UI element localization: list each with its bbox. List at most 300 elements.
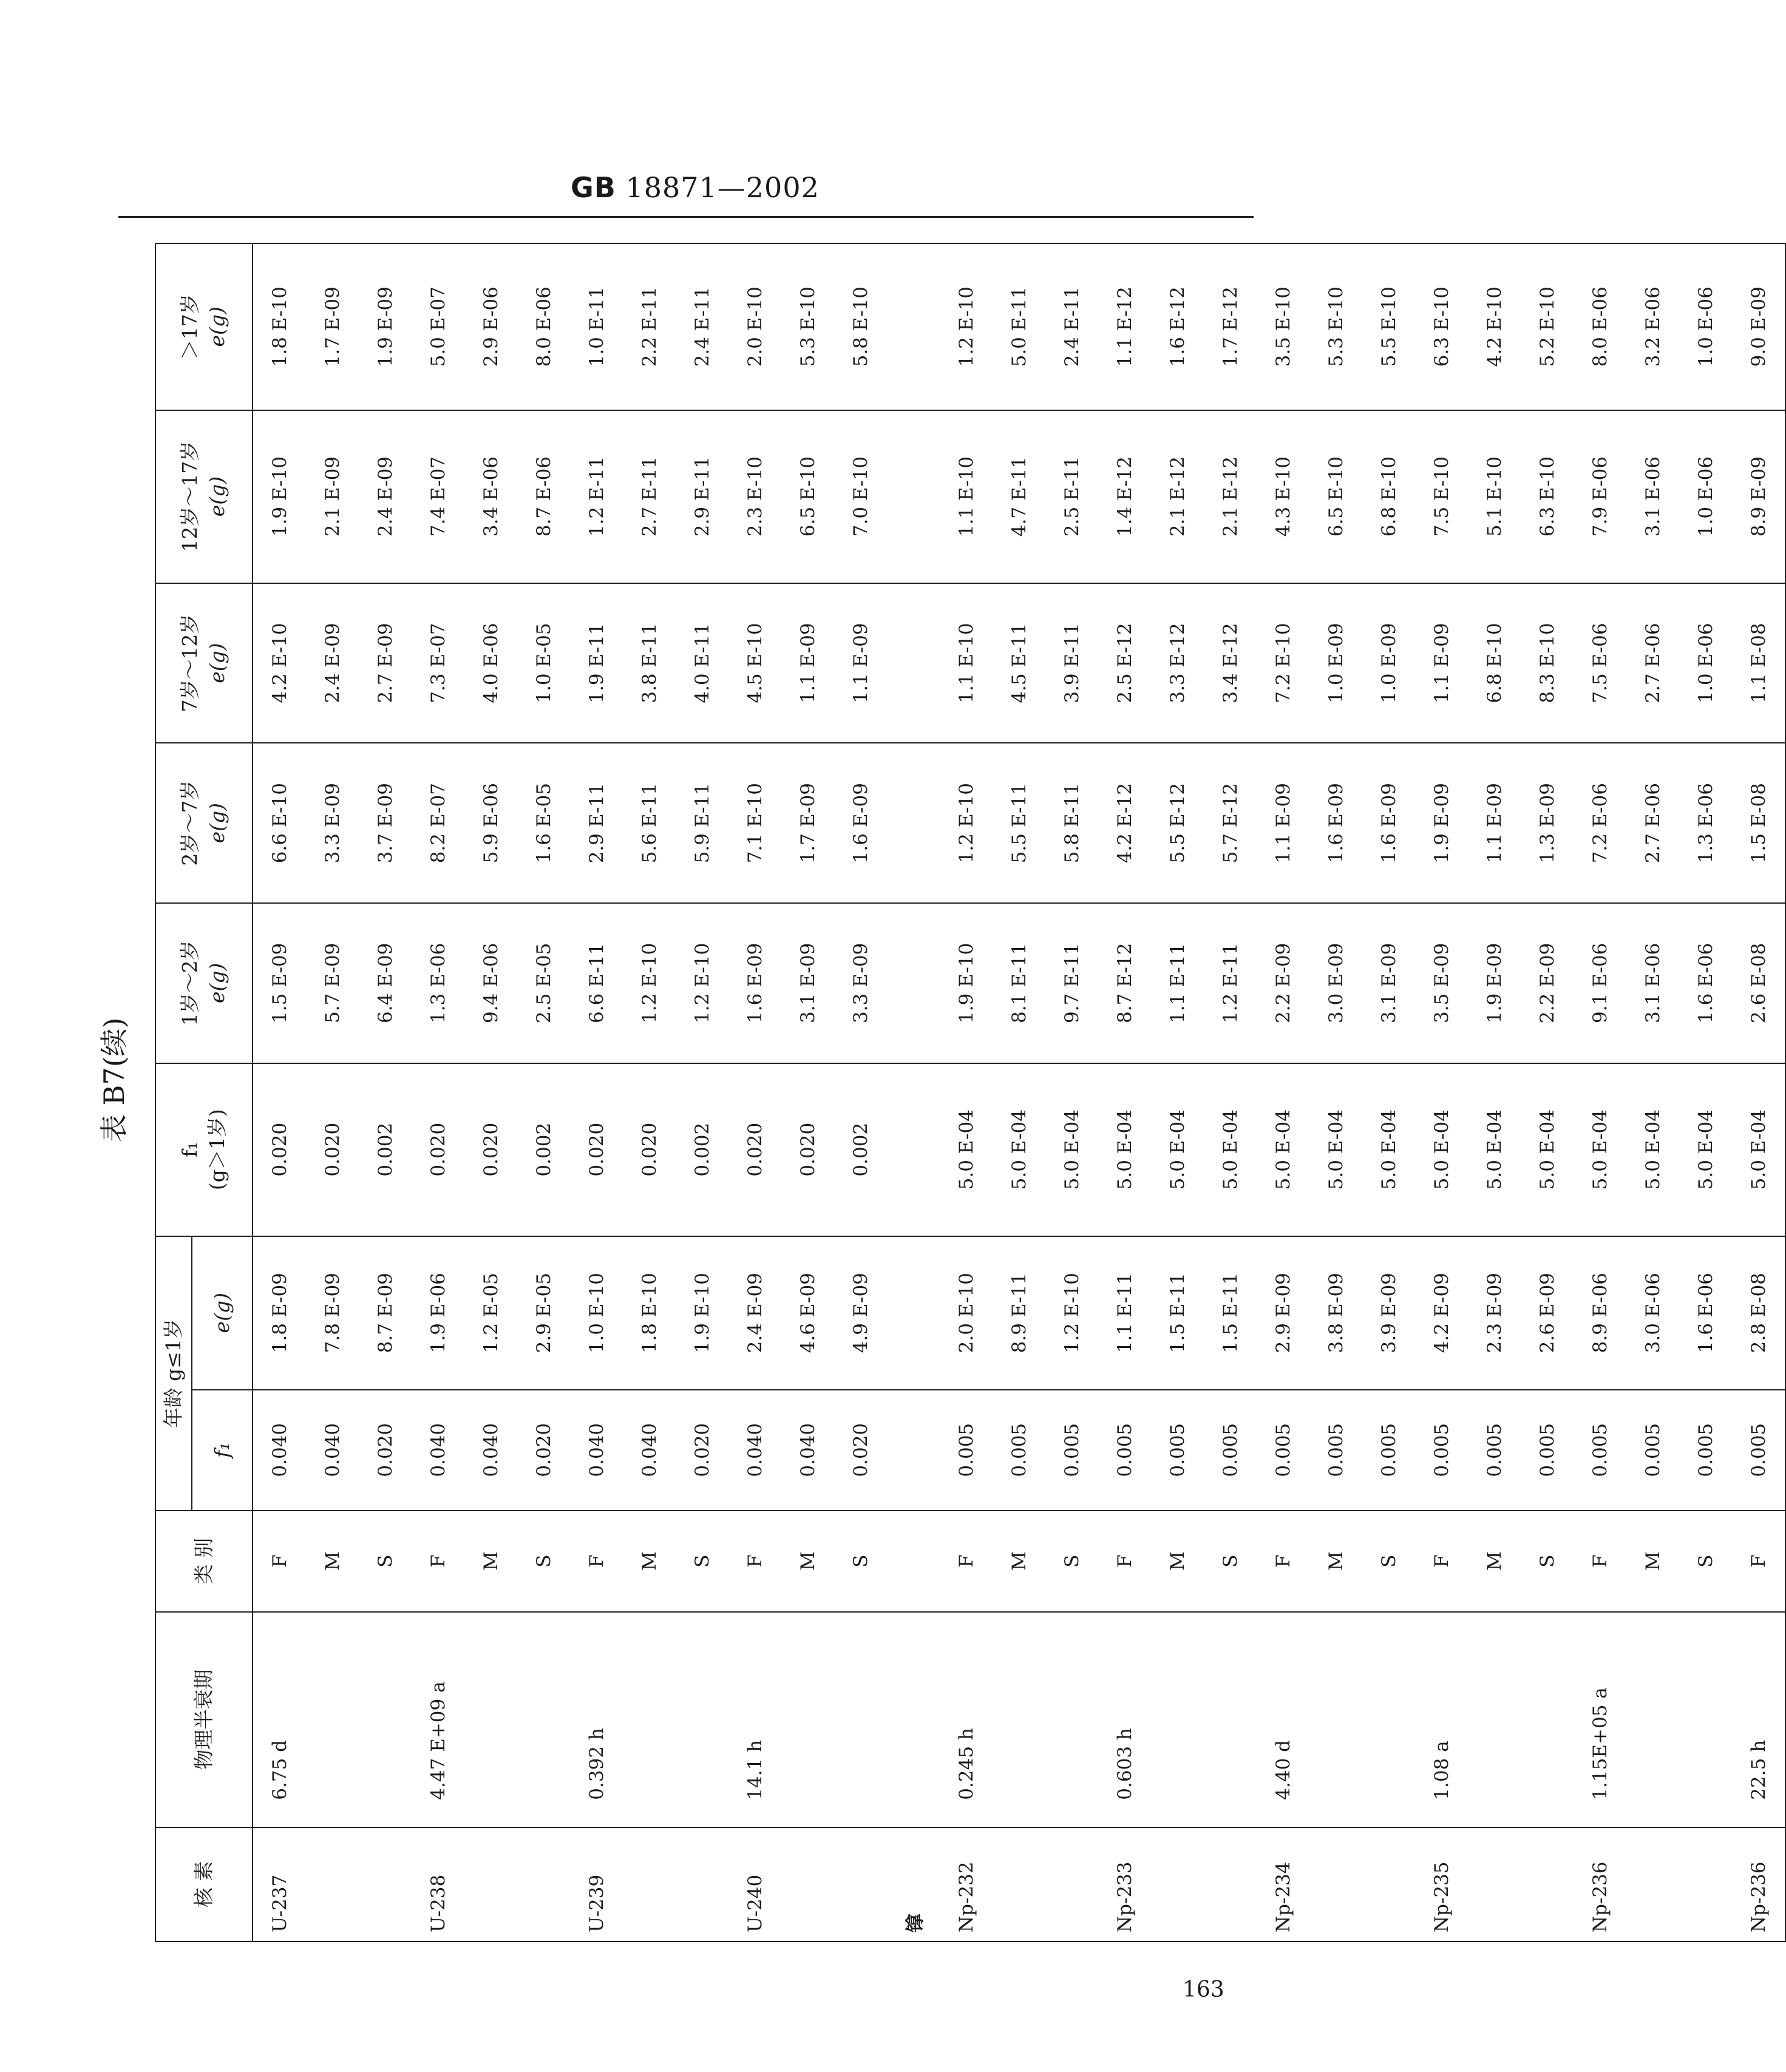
cell-f1-older: 0.002 <box>359 1063 412 1236</box>
table-row <box>940 243 993 1942</box>
cell-age-1-2: 1.9 E-09 <box>1468 903 1521 1063</box>
cell-age-12-17: 1.0 E-06 <box>1679 410 1732 583</box>
cell-age-gt17: 1.7 E-09 <box>306 243 359 410</box>
cell-eg-infant: 2.8 E-08 <box>1732 1236 1785 1390</box>
cell-age-2-7: 1.3 E-09 <box>1521 743 1574 903</box>
col-age-gt17-eg: e(g) <box>205 306 229 347</box>
cell-age-7-12: 4.0 E-06 <box>464 583 517 743</box>
cell-eg-infant: 1.0 E-10 <box>570 1236 623 1390</box>
cell-age-7-12: 2.5 E-12 <box>1098 583 1151 743</box>
cell-age-2-7: 7.2 E-06 <box>1574 743 1626 903</box>
cell-age-1-2: 3.3 E-09 <box>834 903 887 1063</box>
cell-age-7-12: 2.4 E-09 <box>306 583 359 743</box>
cell-age-2-7: 5.9 E-11 <box>676 743 728 903</box>
cell-empty <box>887 1236 940 1390</box>
cell-age-2-7: 3.3 E-09 <box>306 743 359 903</box>
cell-age-7-12: 4.0 E-11 <box>676 583 728 743</box>
cell-age-1-2: 8.1 E-11 <box>993 903 1045 1063</box>
table-row <box>1521 243 1574 1942</box>
cell-age-7-12: 3.9 E-11 <box>1045 583 1098 743</box>
table-row <box>1626 243 1679 1942</box>
table-row <box>1574 243 1626 1942</box>
cell-f1-older: 0.020 <box>464 1063 517 1236</box>
cell-age-2-7: 1.7 E-09 <box>781 743 834 903</box>
cell-class: M <box>781 1511 834 1612</box>
cell-class: F <box>253 1511 306 1612</box>
cell-nuclide <box>1626 1827 1679 1942</box>
cell-f1-older: 0.020 <box>728 1063 781 1236</box>
cell-age-gt17: 5.3 E-10 <box>1309 243 1362 410</box>
cell-class: F <box>1098 1511 1151 1612</box>
cell-class: F <box>570 1511 623 1612</box>
cell-class: S <box>359 1511 412 1612</box>
cell-class: M <box>306 1511 359 1612</box>
header-rule <box>118 216 1254 218</box>
cell-age-1-2: 6.6 E-11 <box>570 903 623 1063</box>
cell-f1-infant: 0.020 <box>359 1390 412 1511</box>
cell-f1-older: 5.0 E-04 <box>940 1063 993 1236</box>
cell-half-life <box>517 1612 570 1827</box>
cell-class: M <box>1626 1511 1679 1612</box>
cell-f1-older: 5.0 E-04 <box>1098 1063 1151 1236</box>
cell-nuclide: Np-232 <box>940 1827 993 1942</box>
cell-f1-older: 0.002 <box>676 1063 728 1236</box>
cell-age-12-17: 6.3 E-10 <box>1521 410 1574 583</box>
cell-half-life <box>359 1612 412 1827</box>
cell-eg-infant: 1.2 E-05 <box>464 1236 517 1390</box>
cell-f1-infant: 0.005 <box>993 1390 1045 1511</box>
table-row <box>306 243 359 1942</box>
cell-age-7-12: 8.3 E-10 <box>1521 583 1574 743</box>
cell-f1-infant: 0.020 <box>676 1390 728 1511</box>
cell-f1-older: 5.0 E-04 <box>1679 1063 1732 1236</box>
cell-element: 镎 <box>887 1827 940 1942</box>
col-age-12-17 <box>155 410 253 583</box>
cell-class: F <box>728 1511 781 1612</box>
table-row <box>570 243 623 1942</box>
cell-nuclide <box>306 1827 359 1942</box>
cell-nuclide: U-238 <box>412 1827 464 1942</box>
cell-empty <box>887 1511 940 1612</box>
cell-age-2-7: 2.7 E-06 <box>1626 743 1679 903</box>
col-infant-group: 年龄 g≤1岁 <box>155 1236 192 1511</box>
cell-eg-infant: 4.9 E-09 <box>834 1236 887 1390</box>
cell-half-life: 22.5 h <box>1732 1612 1785 1827</box>
cell-age-12-17: 6.5 E-10 <box>781 410 834 583</box>
cell-class: S <box>676 1511 728 1612</box>
cell-age-7-12: 2.7 E-06 <box>1626 583 1679 743</box>
cell-age-gt17: 1.0 E-11 <box>570 243 623 410</box>
standard-prefix: GB <box>571 171 616 204</box>
cell-half-life: 4.47 E+09 a <box>412 1612 464 1827</box>
cell-age-2-7: 1.3 E-06 <box>1679 743 1732 903</box>
col-age-2-7-eg: e(g) <box>205 802 229 844</box>
cell-f1-infant: 0.040 <box>623 1390 676 1511</box>
cell-nuclide <box>1151 1827 1204 1942</box>
cell-age-gt17: 2.0 E-10 <box>728 243 781 410</box>
cell-age-1-2: 2.2 E-09 <box>1521 903 1574 1063</box>
cell-nuclide <box>623 1827 676 1942</box>
cell-class: F <box>1732 1511 1785 1612</box>
col-age-2-7 <box>155 743 253 903</box>
cell-age-7-12: 7.5 E-06 <box>1574 583 1626 743</box>
cell-age-12-17: 2.5 E-11 <box>1045 410 1098 583</box>
cell-eg-infant: 1.6 E-06 <box>1679 1236 1732 1390</box>
table-row <box>1309 243 1362 1942</box>
cell-age-gt17: 2.9 E-06 <box>464 243 517 410</box>
cell-f1-infant: 0.005 <box>1468 1390 1521 1511</box>
cell-f1-infant: 0.020 <box>834 1390 887 1511</box>
table-row <box>834 243 887 1942</box>
cell-class: M <box>993 1511 1045 1612</box>
cell-age-gt17: 2.4 E-11 <box>1045 243 1098 410</box>
cell-age-1-2: 1.3 E-06 <box>412 903 464 1063</box>
cell-f1-infant: 0.005 <box>1732 1390 1785 1511</box>
cell-half-life: 14.1 h <box>728 1612 781 1827</box>
cell-age-7-12: 7.3 E-07 <box>412 583 464 743</box>
cell-age-1-2: 1.1 E-11 <box>1151 903 1204 1063</box>
cell-nuclide <box>1204 1827 1257 1942</box>
cell-age-12-17: 1.4 E-12 <box>1098 410 1151 583</box>
table-row <box>1468 243 1521 1942</box>
cell-half-life: 0.392 h <box>570 1612 623 1827</box>
cell-age-12-17: 2.3 E-10 <box>728 410 781 583</box>
cell-age-1-2: 1.2 E-11 <box>1204 903 1257 1063</box>
cell-eg-infant: 1.5 E-11 <box>1151 1236 1204 1390</box>
col-age-1-2-eg: e(g) <box>205 963 229 1003</box>
cell-f1-infant: 0.005 <box>1626 1390 1679 1511</box>
cell-eg-infant: 2.6 E-09 <box>1521 1236 1574 1390</box>
cell-age-1-2: 2.6 E-08 <box>1732 903 1785 1063</box>
cell-age-7-12: 1.0 E-09 <box>1309 583 1362 743</box>
cell-age-7-12: 1.1 E-09 <box>834 583 887 743</box>
cell-age-gt17: 5.8 E-10 <box>834 243 887 410</box>
cell-eg-infant: 1.8 E-10 <box>623 1236 676 1390</box>
cell-half-life <box>623 1612 676 1827</box>
col-age-7-12-eg: e(g) <box>205 643 229 683</box>
cell-age-1-2: 9.7 E-11 <box>1045 903 1098 1063</box>
cell-age-gt17: 1.6 E-12 <box>1151 243 1204 410</box>
col-age-7-12-label: 7岁～12岁 <box>178 614 202 713</box>
cell-f1-infant: 0.005 <box>1574 1390 1626 1511</box>
cell-half-life <box>1521 1612 1574 1827</box>
cell-half-life <box>1626 1612 1679 1827</box>
cell-f1-infant: 0.040 <box>412 1390 464 1511</box>
cell-class: F <box>412 1511 464 1612</box>
cell-age-2-7: 5.5 E-12 <box>1151 743 1204 903</box>
cell-age-2-7: 1.6 E-09 <box>834 743 887 903</box>
table-row <box>1204 243 1257 1942</box>
table-body <box>253 243 1785 1942</box>
cell-f1-infant: 0.005 <box>1045 1390 1098 1511</box>
cell-age-gt17: 1.7 E-12 <box>1204 243 1257 410</box>
col-age-12-17-eg: e(g) <box>205 476 229 517</box>
cell-f1-infant: 0.005 <box>1309 1390 1362 1511</box>
cell-class: M <box>1151 1511 1204 1612</box>
cell-f1-infant: 0.040 <box>570 1390 623 1511</box>
cell-half-life: 0.245 h <box>940 1612 993 1827</box>
cell-nuclide: Np-234 <box>1257 1827 1309 1942</box>
cell-age-12-17: 7.5 E-10 <box>1415 410 1468 583</box>
col-age-1-2 <box>155 903 253 1063</box>
cell-age-12-17: 4.3 E-10 <box>1257 410 1309 583</box>
cell-age-2-7: 1.5 E-08 <box>1732 743 1785 903</box>
cell-age-7-12: 1.0 E-06 <box>1679 583 1732 743</box>
cell-age-gt17: 1.2 E-10 <box>940 243 993 410</box>
cell-f1-infant: 0.005 <box>1521 1390 1574 1511</box>
cell-eg-infant: 4.6 E-09 <box>781 1236 834 1390</box>
col-half-life: 物理半衰期 <box>155 1612 253 1827</box>
table-row <box>253 243 306 1942</box>
cell-age-2-7: 1.6 E-09 <box>1362 743 1415 903</box>
cell-empty <box>887 410 940 583</box>
table-row <box>781 243 834 1942</box>
cell-nuclide <box>517 1827 570 1942</box>
cell-age-12-17: 5.1 E-10 <box>1468 410 1521 583</box>
cell-f1-older: 5.0 E-04 <box>1521 1063 1574 1236</box>
cell-empty <box>887 1390 940 1511</box>
cell-eg-infant: 2.9 E-09 <box>1257 1236 1309 1390</box>
cell-nuclide: Np-236 <box>1574 1827 1626 1942</box>
cell-f1-older: 5.0 E-04 <box>1626 1063 1679 1236</box>
cell-half-life <box>464 1612 517 1827</box>
cell-age-7-12: 3.8 E-11 <box>623 583 676 743</box>
cell-age-gt17: 9.0 E-09 <box>1732 243 1785 410</box>
cell-age-2-7: 1.2 E-10 <box>940 743 993 903</box>
cell-age-7-12: 1.1 E-08 <box>1732 583 1785 743</box>
cell-age-1-2: 3.1 E-06 <box>1626 903 1679 1063</box>
cell-half-life <box>1679 1612 1732 1827</box>
cell-age-12-17: 4.7 E-11 <box>993 410 1045 583</box>
cell-f1-older: 5.0 E-04 <box>1362 1063 1415 1236</box>
cell-half-life <box>1468 1612 1521 1827</box>
table-row <box>1415 243 1468 1942</box>
cell-age-1-2: 3.1 E-09 <box>781 903 834 1063</box>
cell-eg-infant: 2.4 E-09 <box>728 1236 781 1390</box>
cell-eg-infant: 3.0 E-06 <box>1626 1236 1679 1390</box>
cell-class: M <box>1468 1511 1521 1612</box>
cell-age-2-7: 1.9 E-09 <box>1415 743 1468 903</box>
cell-class: F <box>940 1511 993 1612</box>
cell-nuclide <box>993 1827 1045 1942</box>
cell-age-2-7: 5.9 E-06 <box>464 743 517 903</box>
table-row <box>887 243 940 1942</box>
cell-f1-infant: 0.005 <box>1362 1390 1415 1511</box>
document-header <box>571 171 820 204</box>
cell-empty <box>887 1063 940 1236</box>
cell-age-1-2: 3.0 E-09 <box>1309 903 1362 1063</box>
table-row <box>1362 243 1415 1942</box>
cell-half-life <box>306 1612 359 1827</box>
cell-age-2-7: 5.5 E-11 <box>993 743 1045 903</box>
cell-nuclide <box>781 1827 834 1942</box>
cell-f1-infant: 0.040 <box>728 1390 781 1511</box>
cell-eg-infant: 8.9 E-11 <box>993 1236 1045 1390</box>
cell-age-7-12: 4.5 E-11 <box>993 583 1045 743</box>
table-row <box>728 243 781 1942</box>
cell-eg-infant: 2.9 E-05 <box>517 1236 570 1390</box>
cell-nuclide: Np-235 <box>1415 1827 1468 1942</box>
cell-age-gt17: 1.1 E-12 <box>1098 243 1151 410</box>
cell-eg-infant: 1.5 E-11 <box>1204 1236 1257 1390</box>
cell-age-2-7: 1.1 E-09 <box>1257 743 1309 903</box>
cell-half-life <box>781 1612 834 1827</box>
cell-nuclide <box>1045 1827 1098 1942</box>
cell-half-life: 6.75 d <box>253 1612 306 1827</box>
cell-nuclide: U-240 <box>728 1827 781 1942</box>
cell-age-12-17: 2.4 E-09 <box>359 410 412 583</box>
cell-age-1-2: 1.2 E-10 <box>676 903 728 1063</box>
cell-age-12-17: 7.0 E-10 <box>834 410 887 583</box>
cell-nuclide <box>464 1827 517 1942</box>
cell-age-1-2: 9.1 E-06 <box>1574 903 1626 1063</box>
cell-age-gt17: 1.0 E-06 <box>1679 243 1732 410</box>
cell-age-12-17: 7.9 E-06 <box>1574 410 1626 583</box>
table-row <box>464 243 517 1942</box>
cell-age-2-7: 1.6 E-09 <box>1309 743 1362 903</box>
table-row <box>1045 243 1098 1942</box>
cell-age-12-17: 6.5 E-10 <box>1309 410 1362 583</box>
cell-age-gt17: 5.0 E-07 <box>412 243 464 410</box>
cell-f1-infant: 0.020 <box>517 1390 570 1511</box>
cell-half-life: 1.08 a <box>1415 1612 1468 1827</box>
cell-f1-infant: 0.005 <box>940 1390 993 1511</box>
cell-age-1-2: 8.7 E-12 <box>1098 903 1151 1063</box>
cell-f1-older: 5.0 E-04 <box>1045 1063 1098 1236</box>
table-row <box>993 243 1045 1942</box>
cell-half-life: 1.15E+05 a <box>1574 1612 1626 1827</box>
cell-f1-older: 0.020 <box>306 1063 359 1236</box>
cell-class: S <box>517 1511 570 1612</box>
cell-nuclide <box>1521 1827 1574 1942</box>
cell-eg-infant: 1.8 E-09 <box>253 1236 306 1390</box>
table-row <box>359 243 412 1942</box>
cell-f1-older: 5.0 E-04 <box>1151 1063 1204 1236</box>
cell-class: S <box>1204 1511 1257 1612</box>
cell-age-2-7: 1.6 E-05 <box>517 743 570 903</box>
col-nuclide: 核 素 <box>155 1827 253 1942</box>
cell-age-12-17: 6.8 E-10 <box>1362 410 1415 583</box>
cell-age-12-17: 2.1 E-09 <box>306 410 359 583</box>
cell-f1-older: 5.0 E-04 <box>1732 1063 1785 1236</box>
table-row <box>1098 243 1151 1942</box>
cell-age-gt17: 4.2 E-10 <box>1468 243 1521 410</box>
cell-age-12-17: 2.1 E-12 <box>1151 410 1204 583</box>
cell-class: F <box>1574 1511 1626 1612</box>
cell-nuclide: U-239 <box>570 1827 623 1942</box>
cell-age-gt17: 1.8 E-10 <box>253 243 306 410</box>
cell-age-12-17: 3.1 E-06 <box>1626 410 1679 583</box>
cell-age-1-2: 3.1 E-09 <box>1362 903 1415 1063</box>
cell-f1-infant: 0.005 <box>1098 1390 1151 1511</box>
cell-age-7-12: 1.1 E-10 <box>940 583 993 743</box>
table-row <box>1257 243 1309 1942</box>
cell-age-2-7: 5.8 E-11 <box>1045 743 1098 903</box>
cell-half-life <box>1309 1612 1362 1827</box>
standard-number: 18871—2002 <box>625 171 820 204</box>
cell-f1-older: 5.0 E-04 <box>1309 1063 1362 1236</box>
cell-age-gt17: 5.0 E-11 <box>993 243 1045 410</box>
cell-age-gt17: 5.2 E-10 <box>1521 243 1574 410</box>
cell-f1-infant: 0.040 <box>781 1390 834 1511</box>
cell-age-7-12: 4.5 E-10 <box>728 583 781 743</box>
cell-age-7-12: 3.4 E-12 <box>1204 583 1257 743</box>
cell-eg-infant: 2.3 E-09 <box>1468 1236 1521 1390</box>
cell-half-life <box>1204 1612 1257 1827</box>
cell-age-gt17: 2.4 E-11 <box>676 243 728 410</box>
cell-age-7-12: 4.2 E-10 <box>253 583 306 743</box>
cell-f1-infant: 0.040 <box>253 1390 306 1511</box>
cell-f1-infant: 0.005 <box>1204 1390 1257 1511</box>
cell-age-7-12: 6.8 E-10 <box>1468 583 1521 743</box>
cell-age-1-2: 1.2 E-10 <box>623 903 676 1063</box>
cell-age-2-7: 7.1 E-10 <box>728 743 781 903</box>
cell-empty <box>887 583 940 743</box>
cell-age-2-7: 5.7 E-12 <box>1204 743 1257 903</box>
cell-nuclide: U-237 <box>253 1827 306 1942</box>
cell-age-12-17: 1.9 E-10 <box>253 410 306 583</box>
cell-age-12-17: 2.7 E-11 <box>623 410 676 583</box>
col-infant-f1: f₁ <box>192 1390 253 1511</box>
cell-age-12-17: 8.7 E-06 <box>517 410 570 583</box>
cell-age-12-17: 1.2 E-11 <box>570 410 623 583</box>
cell-age-gt17: 3.5 E-10 <box>1257 243 1309 410</box>
rotated-table-wrapper <box>155 243 1770 1942</box>
cell-class: M <box>1309 1511 1362 1612</box>
cell-eg-infant: 8.7 E-09 <box>359 1236 412 1390</box>
cell-age-2-7: 6.6 E-10 <box>253 743 306 903</box>
cell-age-1-2: 3.5 E-09 <box>1415 903 1468 1063</box>
cell-age-1-2: 6.4 E-09 <box>359 903 412 1063</box>
cell-half-life <box>1362 1612 1415 1827</box>
cell-half-life: 4.40 d <box>1257 1612 1309 1827</box>
dose-coefficient-table <box>155 243 1786 1942</box>
cell-class: S <box>834 1511 887 1612</box>
cell-eg-infant: 3.8 E-09 <box>1309 1236 1362 1390</box>
cell-nuclide <box>1679 1827 1732 1942</box>
cell-f1-older: 5.0 E-04 <box>1574 1063 1626 1236</box>
cell-f1-infant: 0.005 <box>1151 1390 1204 1511</box>
table-row <box>676 243 728 1942</box>
col-f1-older-cond: (g＞1岁) <box>205 1109 229 1191</box>
cell-half-life <box>993 1612 1045 1827</box>
cell-eg-infant: 2.0 E-10 <box>940 1236 993 1390</box>
col-class: 类 别 <box>155 1511 253 1612</box>
col-age-gt17 <box>155 243 253 410</box>
cell-nuclide <box>1309 1827 1362 1942</box>
cell-half-life <box>1045 1612 1098 1827</box>
cell-eg-infant: 7.8 E-09 <box>306 1236 359 1390</box>
cell-nuclide: Np-236 <box>1732 1827 1785 1942</box>
col-age-12-17-label: 12岁～17岁 <box>178 441 202 552</box>
cell-age-1-2: 5.7 E-09 <box>306 903 359 1063</box>
cell-f1-infant: 0.040 <box>464 1390 517 1511</box>
table-row <box>1732 243 1785 1942</box>
cell-eg-infant: 1.9 E-10 <box>676 1236 728 1390</box>
cell-age-gt17: 1.9 E-09 <box>359 243 412 410</box>
cell-f1-older: 0.020 <box>412 1063 464 1236</box>
col-age-gt17-label: ＞17岁 <box>178 294 202 360</box>
cell-eg-infant: 3.9 E-09 <box>1362 1236 1415 1390</box>
cell-age-12-17: 2.1 E-12 <box>1204 410 1257 583</box>
cell-f1-older: 0.020 <box>253 1063 306 1236</box>
col-f1-older-label: f₁ <box>178 1142 202 1157</box>
cell-nuclide <box>1362 1827 1415 1942</box>
cell-age-7-12: 7.2 E-10 <box>1257 583 1309 743</box>
cell-age-7-12: 1.0 E-05 <box>517 583 570 743</box>
cell-age-12-17: 1.1 E-10 <box>940 410 993 583</box>
cell-f1-older: 0.002 <box>834 1063 887 1236</box>
